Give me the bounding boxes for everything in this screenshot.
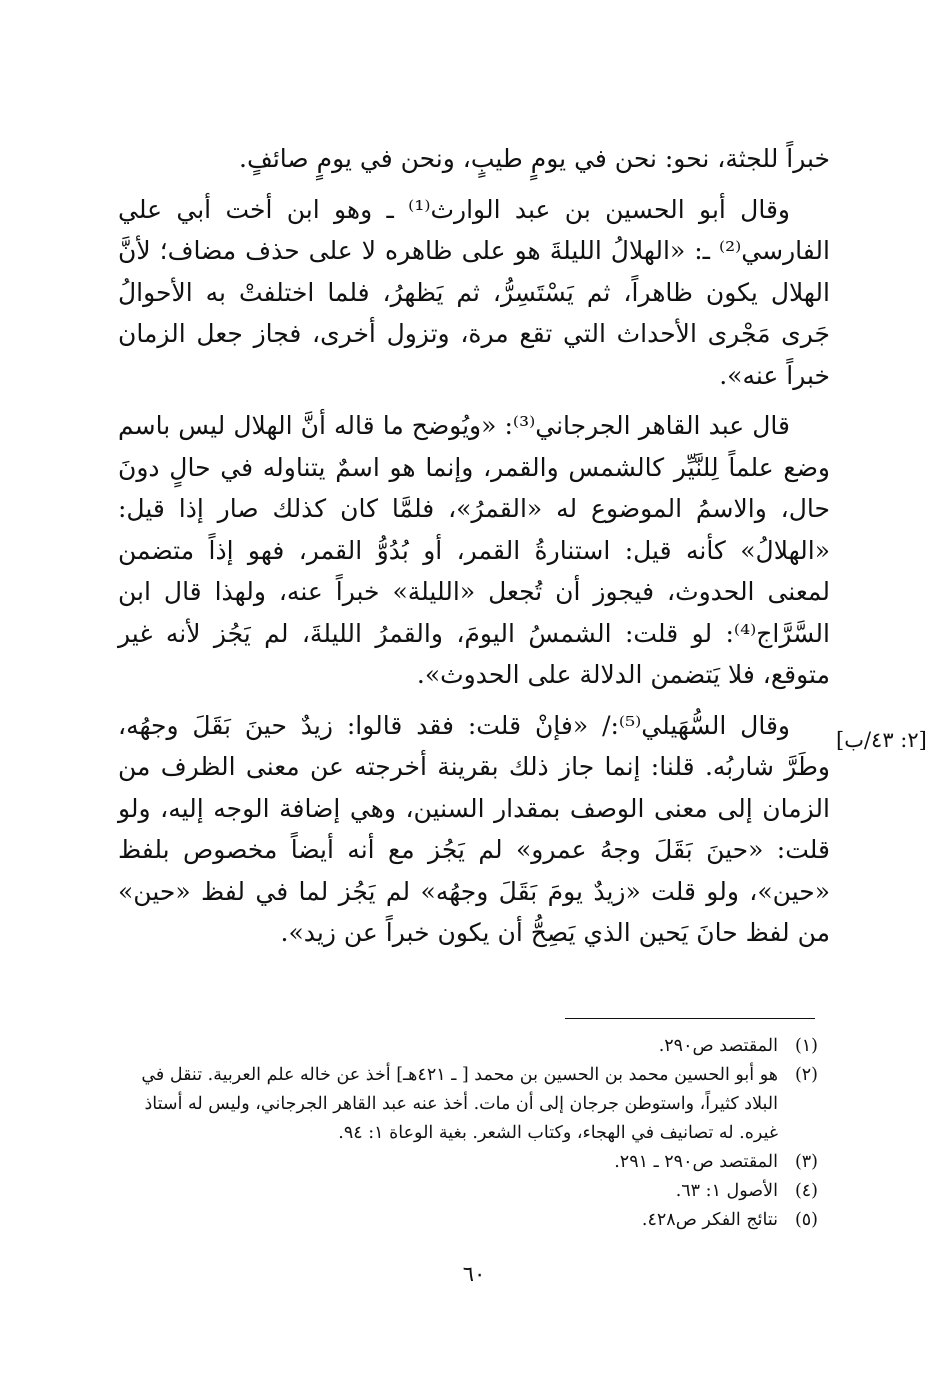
footnote-text: الأصول ١: ٦٣. [675,1181,778,1201]
footnote-number: (٤) [794,1181,818,1201]
footnote-item [118,1206,818,1235]
main-text [118,138,830,954]
footnote-text: المقتصد ص٢٩٠. [658,1036,778,1056]
footnote-number: (٢) [794,1065,818,1085]
footnote-separator [565,1018,815,1019]
page-number: ٦٠ [462,1262,486,1286]
footnote-text: هو أبو الحسين محمد بن الحسين بن محمد [ ـ ٤٢١هـ] أخذ عن خاله علم العربية. تنقل في البلاد كثيراً، واستوطن جرجان إلى أن مات. أخذ عنه عبد القاهر الجرجاني، وليس له أستاذ غيره. له تصانيف في الهجاء، وكتاب الشعر. بغية الوعاة ١: ٩٤. [141,1065,778,1143]
footnote-item [118,1177,818,1206]
footnote-item [118,1061,818,1148]
footnote-item [118,1148,818,1177]
footnotes [118,1032,818,1235]
paragraph-1: خبراً للجثة، نحو: نحن في يومٍ طيبٍ، ونحن في يومٍ صائفٍ. [239,144,830,173]
footnote-text: نتائج الفكر ص٤٢٨. [641,1210,778,1230]
footnote-number: (٣) [794,1152,818,1172]
paragraph-4: وقال السُّهَيلي⁽⁵⁾:/ «فإنْ قلت: فقد قالوا: زيدٌ حينَ بَقَلَ وجهُه، وطَرَّ شاربُه. قلنا: إنما جاز ذلك بقرينة أخرجته عن معنى الظرف من الزمان إلى معنى الوصف بمقدار السنين، وهي إضافة الوجه إليه، ولو قلت: «حينَ بَقَلَ وجهُ عمرو» لم يَجُز مع أنه أيضاً مخصوص بلفظ «حين»، ولو قلت «زيدٌ يومَ بَقَلَ وجهُه» لم يَجُز لما في لفظ «حين» من لفظ حانَ يَحين الذي يَصِحُّ أن يكون خبراً عن زيد». [118,710,830,947]
footnote-text: المقتصد ص٢٩٠ ـ ٢٩١. [614,1152,778,1172]
paragraph-3: قال عبد القاهر الجرجاني⁽³⁾: «ويُوضح ما قاله أنَّ الهلال ليس باسم وضع علماً لِلنَّيِّر كالشمس والقمر، وإنما هو اسمٌ يتناوله في حالٍ دونَ حال، والاسمُ الموضوع له «القمرُ»، فلمَّا كان كذلك صار إذا قيل: «الهلالُ» كأنه قيل: استنارةُ القمر، أو بُدُوُّ القمر، فهو إذاً متضمن لمعنى الحدوث، فيجوز أن تُجعل «الليلة» خبراً عنه، ولهذا قال ابن السَّرَّاج⁽⁴⁾: لو قلت: الشمسُ اليومَ، والقمرُ الليلةَ، لم يَجُز لأنه غير متوقع، فلا يَتضمن الدلالة على الحدوث». [118,411,830,689]
manuscript-folio-reference: [٢: ٤٣/ب] [836,728,927,752]
footnote-number: (٥) [794,1210,818,1230]
paragraph-2: وقال أبو الحسين بن عبد الوارث⁽¹⁾ ـ وهو ابن أخت أبي علي الفارسي⁽²⁾ ـ: «الهلالُ الليلةَ هو على ظاهره لا على حذف مضاف؛ لأنَّ الهلال يكون ظاهراً، ثم يَسْتَسِرُّ، ثم يَظهرُ، فلما اختلفتْ به الأحوالُ جَرى مَجْرى الأحداث التي تقع مرة، وتزول أخرى، فجاز جعل الزمان خبراً عنه». [118,194,830,390]
footnote-item [118,1032,818,1061]
footnote-number: (١) [794,1036,818,1056]
